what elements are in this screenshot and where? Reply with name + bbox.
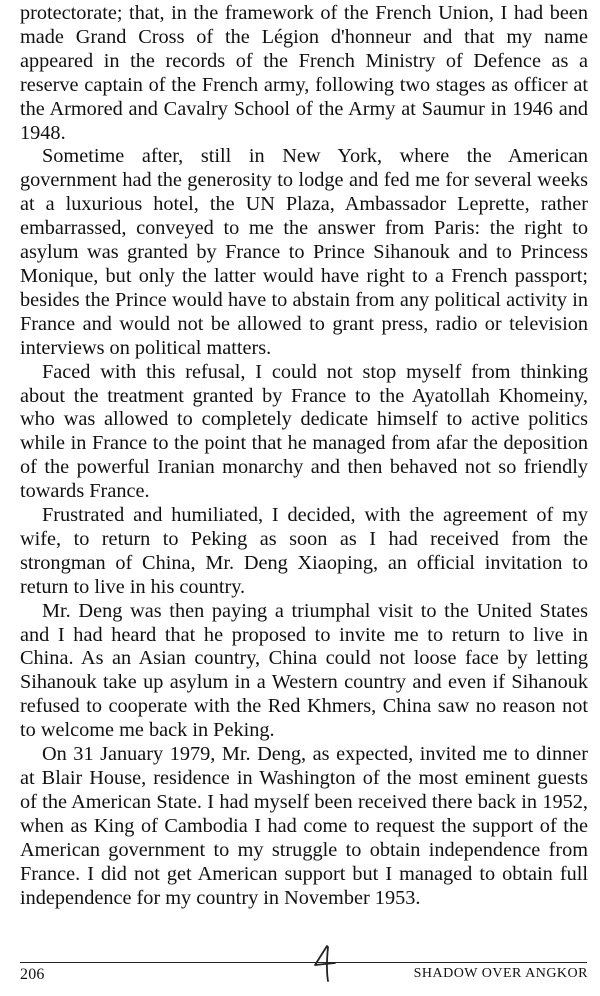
paragraph-5: Mr. Deng was then paying a triumphal visit to the United States and I had heard that he proposed to invite me to return to live in China. As an Asian country, China could not loose face by letting Sihanouk take up asylum in a Western country and even if Sihanouk refused to cooperate with the Red Khmers, China saw no reason not to welcome me back in Peking. — [20, 599, 588, 742]
paragraph-1: protectorate; that, in the framework of the French Union, I had been made Grand Cross of the Légion d'honneur and that my name appeared in the records of the French Ministry of Defence as a reserve captain of the French army, following two stages as officer at the Armored and Cavalry School of the Army at Saumur in 1946 and 1948. — [20, 2, 588, 144]
footer-divider — [20, 962, 587, 963]
handwritten-page-mark — [305, 943, 345, 983]
handwritten-four-icon — [305, 943, 345, 983]
paragraph-2: Sometime after, still in New York, where the American government had the generosity to lodge and fed me for several weeks at a luxurious hotel, the UN Plaza, Ambassador Leprette, rather embarrassed, conveyed to me the answer from Paris: the right to asylum was granted by France to Prince Sihanouk and to Princess Monique, but only the latter would have right to a French passport; besides the Prince would have to abstain from any political activity in France and would not be allowed to grant press, radio or television interviews on political matters. — [20, 145, 588, 359]
paragraph-4: Frustrated and humiliated, I decided, with the agreement of my wife, to return to Peking as soon as I had received from the strongman of China, Mr. Deng Xiaoping, an official invitation to return to live in his country. — [20, 504, 588, 598]
page-body — [20, 2, 588, 910]
paragraph-3: Faced with this refusal, I could not stop myself from thinking about the treatment granted by France to the Ayatollah Khomeiny, who was allowed to completely dedicate himself to active politics while in France to the point that he managed from afar the deposition of the powerful Iranian monarchy and then behaved not so friendly towards France. — [20, 360, 588, 503]
page-number: 206 — [20, 966, 45, 983]
paragraph-6: On 31 January 1979, Mr. Deng, as expected, invited me to dinner at Blair House, residence in Washington of the most eminent guests of the American State. I had myself been received there back in 1952, when as King of Cambodia I had come to request the support of the American government to my struggle to obtain independence from France. I did not get American support but I managed to obtain full independence for my country in November 1953. — [20, 743, 588, 909]
running-footer-title: SHADOW OVER ANGKOR — [413, 966, 588, 981]
